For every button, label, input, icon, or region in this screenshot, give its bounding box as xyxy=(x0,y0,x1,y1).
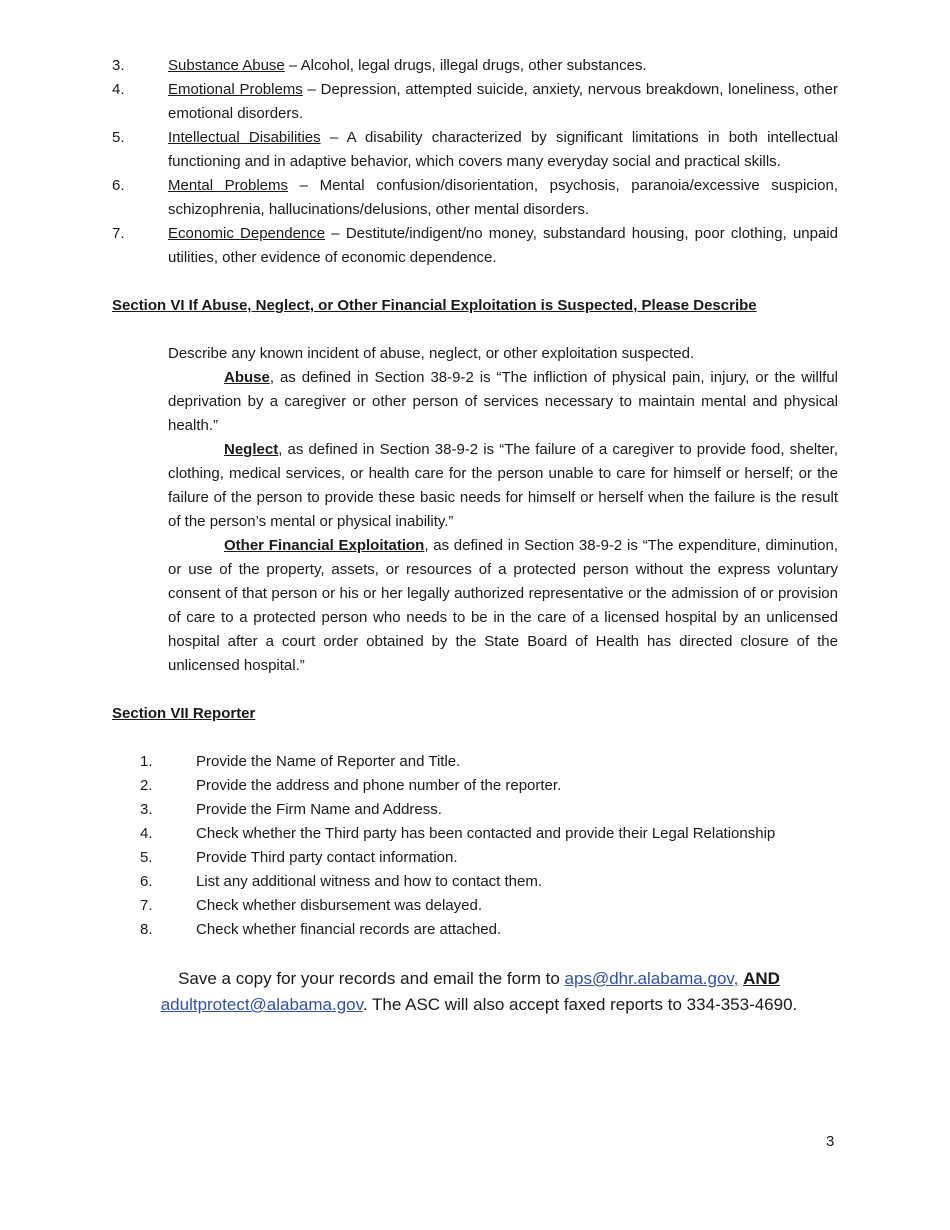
item-number: 4. xyxy=(112,81,125,98)
item-text: – Destitute/indigent/no money, substandard housing, poor clothing, unpaid utilities, other evidence of economic dependence. xyxy=(168,225,838,266)
closing-text-after: . The ASC will also accept faxed reports to 334-353-4690. xyxy=(362,995,798,1014)
definition-text: , as defined in Section 38-9-2 is “The expenditure, diminution, or use of the property, assets, or resources of a protected person without the express voluntary consent of that person or his or her legally authorized representative or the admission of or provision of care to a protected person who needs to be in the care of a licensed hospital by an unlicensed hospital after a court order obtained by the State Board of Health has directed closure of the unlicensed hospital.” xyxy=(168,537,838,674)
item-text: List any additional witness and how to contact them. xyxy=(196,873,543,890)
definition-term: Neglect xyxy=(224,441,279,458)
item-text: – Mental confusion/disorientation, psychosis, paranoia/excessive suspicion, schizophrenia, hallucinations/delusions, other mental disorders. xyxy=(168,177,838,218)
section-7-heading: Section VII Reporter xyxy=(112,705,256,722)
item-text: – A disability characterized by significant limitations in both intellectual functioning and in adaptive behavior, which covers many everyday social and practical skills. xyxy=(168,129,838,170)
definition-text: , as defined in Section 38-9-2 is “The infliction of physical pain, injury, or the willful deprivation by a caregiver or other person of services necessary to maintain mental and physical health.” xyxy=(168,369,838,434)
page-number: 3 xyxy=(826,1133,835,1150)
definition-other-financial-exploitation xyxy=(168,534,838,678)
list-item xyxy=(140,846,838,870)
item-number: 4. xyxy=(140,825,153,842)
list-item xyxy=(112,78,838,126)
item-text: Check whether financial records are attached. xyxy=(196,921,502,938)
item-text: Provide Third party contact information. xyxy=(196,849,458,866)
email-link-adultprotect[interactable]: adultprotect@alabama.gov xyxy=(160,995,363,1014)
and-label: AND xyxy=(743,969,780,988)
item-number: 6. xyxy=(112,177,125,194)
closing-text-before: Save a copy for your records and email the form to xyxy=(178,969,565,988)
item-text: Check whether the Third party has been contacted and provide their Legal Relationship xyxy=(196,825,776,842)
item-number: 8. xyxy=(140,921,153,938)
closing-instructions xyxy=(112,966,838,1018)
item-number: 1. xyxy=(140,753,153,770)
list-item xyxy=(140,894,838,918)
impairment-list xyxy=(112,54,838,270)
definition-abuse xyxy=(168,366,838,438)
list-item xyxy=(140,798,838,822)
document-page xyxy=(112,54,838,1035)
list-item xyxy=(140,774,838,798)
item-number: 6. xyxy=(140,873,153,890)
section-6-intro: Describe any known incident of abuse, neglect, or other exploitation suspected. xyxy=(168,345,695,362)
item-text: Check whether disbursement was delayed. xyxy=(196,897,482,914)
item-number: 3. xyxy=(112,57,125,74)
item-number: 5. xyxy=(112,129,125,146)
item-number: 7. xyxy=(140,897,153,914)
definition-neglect xyxy=(168,438,838,534)
definition-text: , as defined in Section 38-9-2 is “The failure of a caregiver to provide food, shelter, clothing, medical services, or health care for the person unable to care for himself or herself; or the failure of the person to provide these basic needs for himself or herself when the failure is the result of the person’s mental or physical inability.” xyxy=(168,441,838,530)
item-text: Provide the Name of Reporter and Title. xyxy=(196,753,461,770)
item-text: Provide the Firm Name and Address. xyxy=(196,801,442,818)
item-term: Intellectual Disabilities xyxy=(168,129,321,146)
definition-term: Other Financial Exploitation xyxy=(224,537,425,554)
list-item xyxy=(140,918,838,942)
list-item xyxy=(112,222,838,270)
item-number: 7. xyxy=(112,225,125,242)
section-6-body xyxy=(168,342,838,678)
list-item xyxy=(140,870,838,894)
item-term: Mental Problems xyxy=(168,177,288,194)
list-item xyxy=(140,822,838,846)
email-link-aps[interactable]: aps@dhr.alabama.gov, xyxy=(564,969,739,988)
list-item xyxy=(112,126,838,174)
definition-term: Abuse xyxy=(224,369,270,386)
item-text: – Alcohol, legal drugs, illegal drugs, other substances. xyxy=(284,57,647,74)
section-6-heading: Section VI If Abuse, Neglect, or Other Financial Exploitation is Suspected, Please Describe xyxy=(112,297,757,314)
item-term: Substance Abuse xyxy=(168,57,285,74)
item-term: Economic Dependence xyxy=(168,225,326,242)
item-term: Emotional Problems xyxy=(168,81,303,98)
list-item xyxy=(112,174,838,222)
item-number: 2. xyxy=(140,777,153,794)
list-item xyxy=(112,54,838,78)
item-text: – Depression, attempted suicide, anxiety, nervous breakdown, loneliness, other emotional disorders. xyxy=(168,81,838,122)
item-number: 5. xyxy=(140,849,153,866)
item-number: 3. xyxy=(140,801,153,818)
list-item xyxy=(140,750,838,774)
item-text: Provide the address and phone number of the reporter. xyxy=(196,777,562,794)
reporter-list xyxy=(140,750,838,942)
